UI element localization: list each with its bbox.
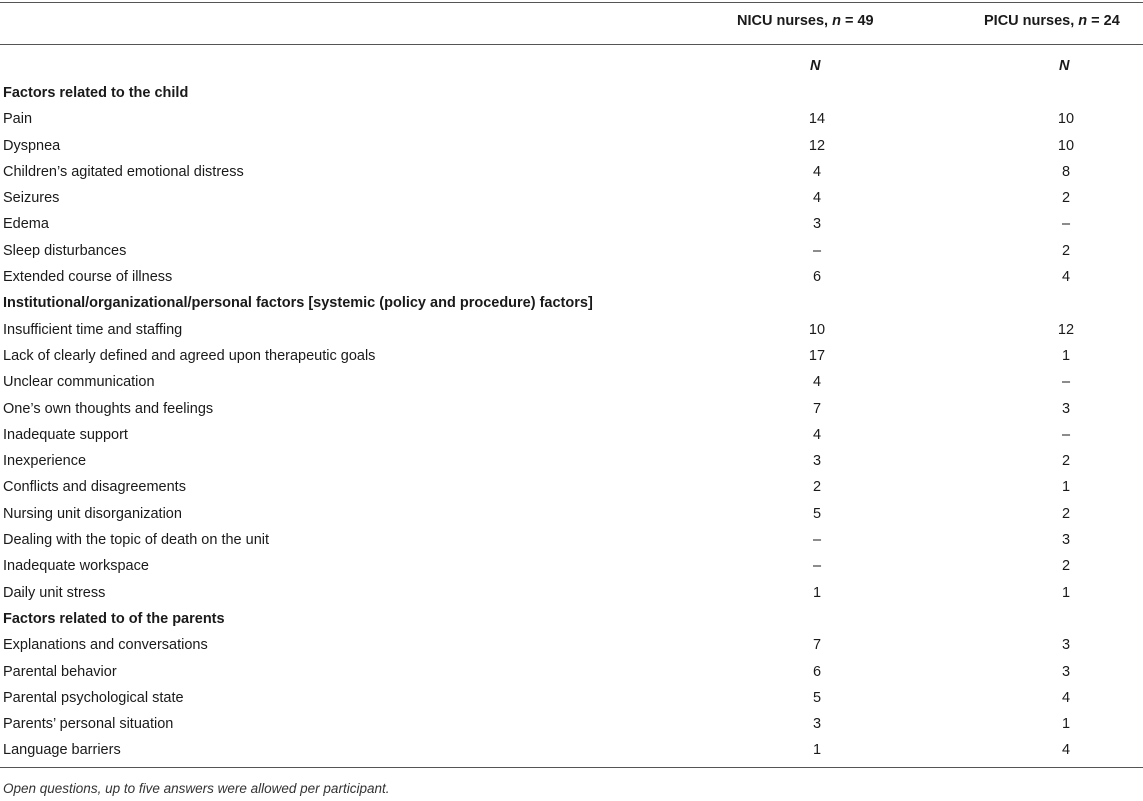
- nicu-count: 7: [812, 400, 822, 417]
- section-header-row: [0, 80, 1143, 106]
- nicu-count: 7: [812, 637, 822, 654]
- picu-count: 10: [1057, 111, 1075, 128]
- picu-count: 3: [1061, 400, 1071, 417]
- row-label: Explanations and conversations: [3, 637, 208, 654]
- nicu-count: 1: [812, 742, 822, 759]
- nicu-count: 4: [812, 426, 822, 443]
- picu-count: 3: [1061, 532, 1071, 549]
- row-label: Edema: [3, 216, 49, 233]
- picu-count: 4: [1061, 742, 1071, 759]
- row-label: Lack of clearly defined and agreed upon therapeutic goals: [3, 347, 376, 364]
- picu-count: –: [1061, 426, 1071, 443]
- nicu-count: 4: [812, 374, 822, 391]
- header-picu-n: n: [1078, 13, 1088, 29]
- row-label: Sleep disturbances: [3, 242, 127, 259]
- table-row: [0, 317, 1143, 343]
- table-row: [0, 396, 1143, 422]
- nicu-count: 6: [812, 663, 822, 680]
- table-row: [0, 422, 1143, 448]
- table-row: [0, 159, 1143, 185]
- picu-count: –: [1061, 374, 1071, 391]
- row-label: Conflicts and disagreements: [3, 479, 186, 496]
- section-label: Institutional/organizational/personal factors [systemic (policy and procedure) factors]: [3, 295, 593, 312]
- nicu-count: 5: [812, 689, 822, 706]
- table-row: [0, 474, 1143, 500]
- picu-count: 10: [1057, 137, 1075, 154]
- row-label: Nursing unit disorganization: [3, 505, 182, 522]
- section-label: Factors related to of the parents: [3, 610, 225, 627]
- header-rule: [0, 44, 1143, 45]
- table-row: [0, 106, 1143, 132]
- row-label: Daily unit stress: [3, 584, 106, 601]
- section-header-row: [0, 290, 1143, 316]
- row-label: Inadequate workspace: [3, 558, 149, 575]
- row-label: Pain: [3, 111, 33, 128]
- table-row: [0, 448, 1143, 474]
- table-row: [0, 527, 1143, 553]
- table-row: [0, 659, 1143, 685]
- picu-count: 1: [1061, 716, 1071, 733]
- table-row: [0, 343, 1143, 369]
- nicu-count: 1: [812, 584, 822, 601]
- header-nicu-suffix: = 49: [840, 13, 874, 29]
- table-row: [0, 264, 1143, 290]
- nicu-count: 14: [808, 111, 826, 128]
- table-row: [0, 632, 1143, 658]
- row-label: One’s own thoughts and feelings: [3, 400, 214, 417]
- row-label: Parental psychological state: [3, 689, 184, 706]
- row-label: Inexperience: [3, 453, 87, 470]
- table-row: [0, 369, 1143, 395]
- nicu-count: 10: [808, 321, 826, 338]
- picu-count: –: [1061, 216, 1071, 233]
- picu-count: 2: [1061, 505, 1071, 522]
- table-row: [0, 501, 1143, 527]
- picu-count: 1: [1061, 479, 1071, 496]
- nicu-count: –: [812, 242, 822, 259]
- table-top-rule: [0, 2, 1143, 3]
- nicu-count: –: [812, 532, 822, 549]
- table-row: [0, 185, 1143, 211]
- table-row: [0, 133, 1143, 159]
- section-label: Factors related to the child: [3, 85, 189, 101]
- picu-count: 1: [1061, 347, 1071, 364]
- header-picu: [984, 13, 1120, 29]
- row-label: Unclear communication: [3, 374, 155, 391]
- picu-count: 2: [1061, 558, 1071, 575]
- picu-count: 2: [1061, 190, 1071, 207]
- subheader-nicu-n: N: [810, 58, 821, 74]
- row-label: Dyspnea: [3, 137, 61, 154]
- picu-count: 12: [1057, 321, 1075, 338]
- nicu-count: 3: [812, 216, 822, 233]
- header-nicu-prefix: NICU nurses,: [737, 13, 833, 29]
- table-row: [0, 553, 1143, 579]
- section-header-row: [0, 606, 1143, 632]
- header-nicu-n: n: [832, 13, 841, 29]
- table-body: [0, 80, 1143, 764]
- subheader-picu-n: N: [1059, 58, 1070, 74]
- picu-count: 4: [1061, 269, 1071, 286]
- nicu-count: 12: [808, 137, 826, 154]
- nicu-count: 3: [812, 453, 822, 470]
- row-label: Parental behavior: [3, 663, 117, 680]
- row-label: Extended course of illness: [3, 269, 173, 286]
- table-row: [0, 238, 1143, 264]
- row-label: Insufficient time and staffing: [3, 321, 183, 338]
- nicu-count: 3: [812, 716, 822, 733]
- picu-count: 3: [1061, 663, 1071, 680]
- nicu-count: 6: [812, 269, 822, 286]
- picu-count: 1: [1061, 584, 1071, 601]
- row-label: Children’s agitated emotional distress: [3, 163, 244, 180]
- header-nicu: [737, 13, 874, 29]
- picu-count: 4: [1061, 689, 1071, 706]
- row-label: Language barriers: [3, 742, 121, 759]
- header-picu-prefix: PICU nurses,: [984, 13, 1079, 29]
- nicu-count: 5: [812, 505, 822, 522]
- nicu-count: 4: [812, 190, 822, 207]
- row-label: Inadequate support: [3, 426, 128, 443]
- table-row: [0, 737, 1143, 763]
- picu-count: 2: [1061, 242, 1071, 259]
- row-label: Dealing with the topic of death on the unit: [3, 532, 270, 549]
- nicu-count: 4: [812, 163, 822, 180]
- row-label: Parents’ personal situation: [3, 716, 174, 733]
- nicu-count: –: [812, 558, 822, 575]
- picu-count: 2: [1061, 453, 1071, 470]
- table-row: [0, 685, 1143, 711]
- nicu-count: 17: [808, 347, 826, 364]
- table-footnote: Open questions, up to five answers were allowed per participant.: [3, 781, 390, 796]
- table-row: [0, 711, 1143, 737]
- nicu-count: 2: [812, 479, 822, 496]
- table-row: [0, 580, 1143, 606]
- table-row: [0, 211, 1143, 237]
- header-picu-suffix: = 24: [1087, 13, 1120, 29]
- picu-count: 3: [1061, 637, 1071, 654]
- picu-count: 8: [1061, 163, 1071, 180]
- row-label: Seizures: [3, 190, 60, 207]
- table-bottom-rule: [0, 767, 1143, 768]
